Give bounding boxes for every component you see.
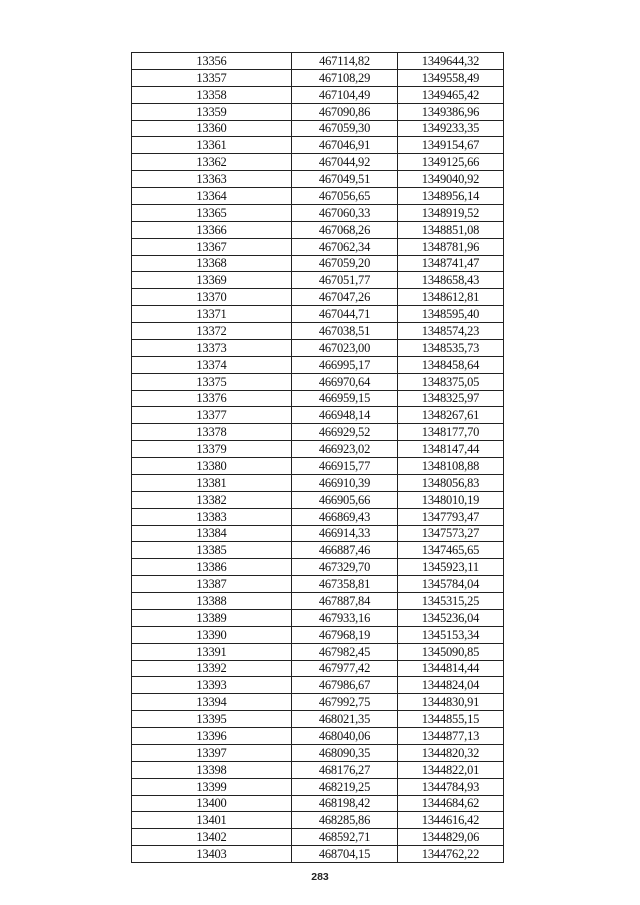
point-number-cell: 13364 [132, 188, 292, 205]
y-coordinate-cell: 1344824,04 [398, 677, 504, 694]
point-number-cell: 13393 [132, 677, 292, 694]
table-row [132, 390, 504, 407]
point-number-cell: 13366 [132, 221, 292, 238]
table-row [132, 795, 504, 812]
point-number-cell: 13401 [132, 812, 292, 829]
y-coordinate-cell: 1347465,65 [398, 542, 504, 559]
y-coordinate-cell: 1349125,66 [398, 154, 504, 171]
y-coordinate-cell: 1344814,44 [398, 660, 504, 677]
table-row [132, 812, 504, 829]
table-row [132, 593, 504, 610]
x-coordinate-cell: 466929,52 [292, 424, 398, 441]
x-coordinate-cell: 467047,26 [292, 289, 398, 306]
point-number-cell: 13392 [132, 660, 292, 677]
point-number-cell: 13376 [132, 390, 292, 407]
table-row [132, 272, 504, 289]
x-coordinate-cell: 466959,15 [292, 390, 398, 407]
x-coordinate-cell: 468090,35 [292, 744, 398, 761]
y-coordinate-cell: 1344684,62 [398, 795, 504, 812]
y-coordinate-cell: 1349040,92 [398, 171, 504, 188]
point-number-cell: 13394 [132, 694, 292, 711]
x-coordinate-cell: 468198,42 [292, 795, 398, 812]
x-coordinate-cell: 467044,71 [292, 306, 398, 323]
page-number: 283 [311, 871, 329, 883]
table-row [132, 458, 504, 475]
table-row [132, 137, 504, 154]
point-number-cell: 13402 [132, 829, 292, 846]
x-coordinate-cell: 468176,27 [292, 761, 398, 778]
point-number-cell: 13383 [132, 508, 292, 525]
y-coordinate-cell: 1344830,91 [398, 694, 504, 711]
point-number-cell: 13400 [132, 795, 292, 812]
point-number-cell: 13403 [132, 846, 292, 863]
x-coordinate-cell: 467933,16 [292, 609, 398, 626]
table-row [132, 69, 504, 86]
table-row [132, 373, 504, 390]
point-number-cell: 13396 [132, 728, 292, 745]
table-row [132, 323, 504, 340]
y-coordinate-cell: 1348375,05 [398, 373, 504, 390]
y-coordinate-cell: 1349465,42 [398, 86, 504, 103]
table-row [132, 609, 504, 626]
table-row [132, 508, 504, 525]
x-coordinate-cell: 466910,39 [292, 474, 398, 491]
point-number-cell: 13380 [132, 458, 292, 475]
point-number-cell: 13358 [132, 86, 292, 103]
x-coordinate-cell: 467059,30 [292, 120, 398, 137]
x-coordinate-cell: 467046,91 [292, 137, 398, 154]
x-coordinate-cell: 468704,15 [292, 846, 398, 863]
point-number-cell: 13371 [132, 306, 292, 323]
y-coordinate-cell: 1344877,13 [398, 728, 504, 745]
y-coordinate-cell: 1348535,73 [398, 339, 504, 356]
x-coordinate-cell: 468219,25 [292, 778, 398, 795]
table-row [132, 103, 504, 120]
y-coordinate-cell: 1344829,06 [398, 829, 504, 846]
x-coordinate-cell: 467056,65 [292, 188, 398, 205]
point-number-cell: 13398 [132, 761, 292, 778]
table-row [132, 491, 504, 508]
y-coordinate-cell: 1348919,52 [398, 204, 504, 221]
table-row [132, 441, 504, 458]
coordinates-table-body [132, 53, 504, 863]
coordinates-table [131, 52, 504, 863]
table-row [132, 474, 504, 491]
table-row [132, 643, 504, 660]
table-row [132, 424, 504, 441]
x-coordinate-cell: 467049,51 [292, 171, 398, 188]
x-coordinate-cell: 467968,19 [292, 626, 398, 643]
x-coordinate-cell: 466995,17 [292, 356, 398, 373]
point-number-cell: 13356 [132, 53, 292, 70]
y-coordinate-cell: 1348781,96 [398, 238, 504, 255]
x-coordinate-cell: 467329,70 [292, 559, 398, 576]
table-row [132, 694, 504, 711]
x-coordinate-cell: 466948,14 [292, 407, 398, 424]
table-row [132, 576, 504, 593]
point-number-cell: 13387 [132, 576, 292, 593]
y-coordinate-cell: 1344616,42 [398, 812, 504, 829]
point-number-cell: 13385 [132, 542, 292, 559]
x-coordinate-cell: 467114,82 [292, 53, 398, 70]
point-number-cell: 13365 [132, 204, 292, 221]
table-row [132, 306, 504, 323]
table-row [132, 728, 504, 745]
point-number-cell: 13362 [132, 154, 292, 171]
table-row [132, 188, 504, 205]
table-row [132, 626, 504, 643]
table-row [132, 711, 504, 728]
x-coordinate-cell: 467090,86 [292, 103, 398, 120]
table-row [132, 289, 504, 306]
x-coordinate-cell: 468285,86 [292, 812, 398, 829]
y-coordinate-cell: 1344784,93 [398, 778, 504, 795]
y-coordinate-cell: 1344820,32 [398, 744, 504, 761]
y-coordinate-cell: 1344822,01 [398, 761, 504, 778]
table-row [132, 778, 504, 795]
point-number-cell: 13381 [132, 474, 292, 491]
y-coordinate-cell: 1348010,19 [398, 491, 504, 508]
table-row [132, 238, 504, 255]
y-coordinate-cell: 1348574,23 [398, 323, 504, 340]
point-number-cell: 13397 [132, 744, 292, 761]
x-coordinate-cell: 466914,33 [292, 525, 398, 542]
y-coordinate-cell: 1349558,49 [398, 69, 504, 86]
table-row [132, 255, 504, 272]
x-coordinate-cell: 466915,77 [292, 458, 398, 475]
y-coordinate-cell: 1349154,67 [398, 137, 504, 154]
point-number-cell: 13389 [132, 609, 292, 626]
y-coordinate-cell: 1345923,11 [398, 559, 504, 576]
y-coordinate-cell: 1348658,43 [398, 272, 504, 289]
y-coordinate-cell: 1348177,70 [398, 424, 504, 441]
table-row [132, 204, 504, 221]
table-row [132, 744, 504, 761]
point-number-cell: 13359 [132, 103, 292, 120]
point-number-cell: 13367 [132, 238, 292, 255]
table-row [132, 356, 504, 373]
point-number-cell: 13391 [132, 643, 292, 660]
point-number-cell: 13360 [132, 120, 292, 137]
point-number-cell: 13363 [132, 171, 292, 188]
y-coordinate-cell: 1348956,14 [398, 188, 504, 205]
point-number-cell: 13390 [132, 626, 292, 643]
table-row [132, 221, 504, 238]
x-coordinate-cell: 468040,06 [292, 728, 398, 745]
table-row [132, 761, 504, 778]
y-coordinate-cell: 1348612,81 [398, 289, 504, 306]
x-coordinate-cell: 467051,77 [292, 272, 398, 289]
x-coordinate-cell: 466869,43 [292, 508, 398, 525]
x-coordinate-cell: 467992,75 [292, 694, 398, 711]
point-number-cell: 13377 [132, 407, 292, 424]
point-number-cell: 13384 [132, 525, 292, 542]
table-row [132, 525, 504, 542]
y-coordinate-cell: 1348851,08 [398, 221, 504, 238]
x-coordinate-cell: 467986,67 [292, 677, 398, 694]
table-row [132, 407, 504, 424]
table-row [132, 154, 504, 171]
y-coordinate-cell: 1348267,61 [398, 407, 504, 424]
point-number-cell: 13379 [132, 441, 292, 458]
y-coordinate-cell: 1345090,85 [398, 643, 504, 660]
y-coordinate-cell: 1348458,64 [398, 356, 504, 373]
x-coordinate-cell: 466970,64 [292, 373, 398, 390]
x-coordinate-cell: 468592,71 [292, 829, 398, 846]
point-number-cell: 13368 [132, 255, 292, 272]
x-coordinate-cell: 467108,29 [292, 69, 398, 86]
point-number-cell: 13382 [132, 491, 292, 508]
y-coordinate-cell: 1349386,96 [398, 103, 504, 120]
table-row [132, 120, 504, 137]
x-coordinate-cell: 467982,45 [292, 643, 398, 660]
table-row [132, 846, 504, 863]
table-row [132, 559, 504, 576]
table-row [132, 86, 504, 103]
point-number-cell: 13357 [132, 69, 292, 86]
x-coordinate-cell: 467068,26 [292, 221, 398, 238]
x-coordinate-cell: 467038,51 [292, 323, 398, 340]
y-coordinate-cell: 1348056,83 [398, 474, 504, 491]
x-coordinate-cell: 467059,20 [292, 255, 398, 272]
x-coordinate-cell: 467023,00 [292, 339, 398, 356]
y-coordinate-cell: 1345236,04 [398, 609, 504, 626]
y-coordinate-cell: 1345315,25 [398, 593, 504, 610]
y-coordinate-cell: 1348147,44 [398, 441, 504, 458]
y-coordinate-cell: 1344855,15 [398, 711, 504, 728]
point-number-cell: 13361 [132, 137, 292, 154]
point-number-cell: 13378 [132, 424, 292, 441]
point-number-cell: 13388 [132, 593, 292, 610]
point-number-cell: 13372 [132, 323, 292, 340]
point-number-cell: 13399 [132, 778, 292, 795]
x-coordinate-cell: 467977,42 [292, 660, 398, 677]
x-coordinate-cell: 467887,84 [292, 593, 398, 610]
x-coordinate-cell: 466887,46 [292, 542, 398, 559]
x-coordinate-cell: 467104,49 [292, 86, 398, 103]
y-coordinate-cell: 1348108,88 [398, 458, 504, 475]
table-row [132, 660, 504, 677]
x-coordinate-cell: 466905,66 [292, 491, 398, 508]
table-row [132, 171, 504, 188]
y-coordinate-cell: 1345153,34 [398, 626, 504, 643]
y-coordinate-cell: 1347573,27 [398, 525, 504, 542]
x-coordinate-cell: 467358,81 [292, 576, 398, 593]
table-row [132, 677, 504, 694]
y-coordinate-cell: 1344762,22 [398, 846, 504, 863]
point-number-cell: 13386 [132, 559, 292, 576]
point-number-cell: 13370 [132, 289, 292, 306]
table-row [132, 542, 504, 559]
x-coordinate-cell: 467044,92 [292, 154, 398, 171]
y-coordinate-cell: 1347793,47 [398, 508, 504, 525]
x-coordinate-cell: 467060,33 [292, 204, 398, 221]
table-row [132, 339, 504, 356]
table-row [132, 829, 504, 846]
x-coordinate-cell: 467062,34 [292, 238, 398, 255]
table-row [132, 53, 504, 70]
y-coordinate-cell: 1348325,97 [398, 390, 504, 407]
point-number-cell: 13373 [132, 339, 292, 356]
point-number-cell: 13369 [132, 272, 292, 289]
y-coordinate-cell: 1345784,04 [398, 576, 504, 593]
y-coordinate-cell: 1349233,35 [398, 120, 504, 137]
x-coordinate-cell: 466923,02 [292, 441, 398, 458]
point-number-cell: 13395 [132, 711, 292, 728]
point-number-cell: 13374 [132, 356, 292, 373]
y-coordinate-cell: 1348741,47 [398, 255, 504, 272]
y-coordinate-cell: 1349644,32 [398, 53, 504, 70]
point-number-cell: 13375 [132, 373, 292, 390]
x-coordinate-cell: 468021,35 [292, 711, 398, 728]
y-coordinate-cell: 1348595,40 [398, 306, 504, 323]
